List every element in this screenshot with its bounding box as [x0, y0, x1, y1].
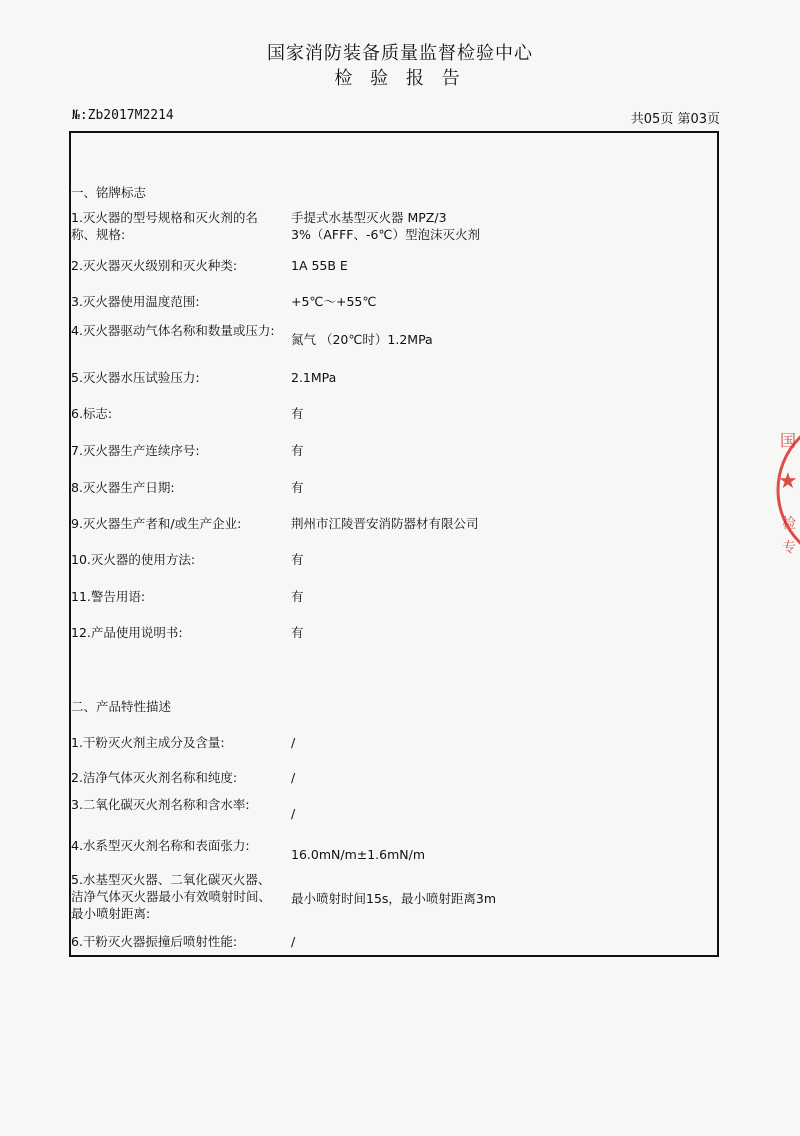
row-label: 4.水系型灭火剂名称和表面张力: [71, 838, 250, 853]
row-label: 11.警告用语: [71, 589, 146, 604]
row-value: 手提式水基型灭火器 MPZ/3 3%（AFFF、-6℃）型泡沫灭火剂 [291, 210, 480, 242]
row-label: 4.灭火器驱动气体名称和数量或压力: [71, 323, 275, 338]
row-value: / [291, 806, 296, 821]
row-label: 2.灭火器灭火级别和灭火种类: [71, 258, 238, 273]
row-value: 16.0mN/m±1.6mN/m [291, 847, 426, 862]
row-label: 5.灭火器水压试验压力: [71, 370, 200, 385]
row-label: 12.产品使用说明书: [71, 625, 183, 640]
report-number: №:Zb2017M2214 [72, 108, 174, 123]
row-label: 1.灭火器的型号规格和灭火剂的名称、规格: [71, 210, 258, 242]
svg-text:国: 国 [780, 431, 797, 450]
row-value: 荆州市江陵晋安消防器材有限公司 [291, 516, 479, 531]
row-value: 1A 55B E [291, 258, 348, 273]
row-value: / [291, 770, 296, 785]
row-label: 10.灭火器的使用方法: [71, 552, 196, 567]
row-value: 最小喷射时间15s，最小喷射距离3m [291, 891, 497, 906]
row-label: 7.灭火器生产连续序号: [71, 443, 200, 458]
row-value: 有 [291, 625, 304, 640]
row-value: 有 [291, 589, 304, 604]
report-title: 检 验 报 告 [334, 68, 466, 89]
row-label: 1.干粉灭火剂主成分及含量: [71, 735, 225, 750]
row-label: 9.灭火器生产者和/或生产企业: [71, 516, 242, 531]
row-value: / [291, 735, 296, 750]
row-label: 3.灭火器使用温度范围: [71, 294, 200, 309]
section-title-nameplate: 一、铭牌标志 [71, 185, 147, 200]
svg-text:专: 专 [782, 540, 796, 556]
svg-text:检: 检 [782, 516, 796, 532]
report-header [0, 42, 800, 92]
row-value: 氮气 （20℃时）1.2MPa [291, 332, 433, 347]
row-value: 2.1MPa [291, 370, 337, 385]
svg-text:★: ★ [778, 469, 798, 494]
section-title-characteristics: 二、产品特性描述 [71, 699, 172, 714]
row-label: 5.水基型灭火器、二氧化碳灭火器、洁净气体灭火器最小有效喷射时间、最小喷射距离: [71, 872, 272, 921]
row-label: 2.洁净气体灭火剂名称和纯度: [71, 770, 238, 785]
row-value: / [291, 934, 296, 949]
organization-name: 国家消防装备质量监督检验中心 [267, 43, 533, 64]
report-meta [72, 108, 720, 127]
row-value: 有 [291, 552, 304, 567]
row-value: 有 [291, 480, 304, 495]
row-label: 6.干粉灭火器振撞后喷射性能: [71, 934, 238, 949]
row-label: 6.标志: [71, 406, 113, 421]
seal-stamp-fragment [772, 410, 800, 570]
report-body-frame [69, 131, 719, 957]
row-value: +5℃～+55℃ [291, 294, 377, 309]
row-label: 3.二氧化碳灭火剂名称和含水率: [71, 797, 250, 812]
row-label: 8.灭火器生产日期: [71, 480, 175, 495]
row-value: 有 [291, 406, 304, 421]
page-info: 共05页 第03页 [630, 112, 720, 127]
row-value: 有 [291, 443, 304, 458]
